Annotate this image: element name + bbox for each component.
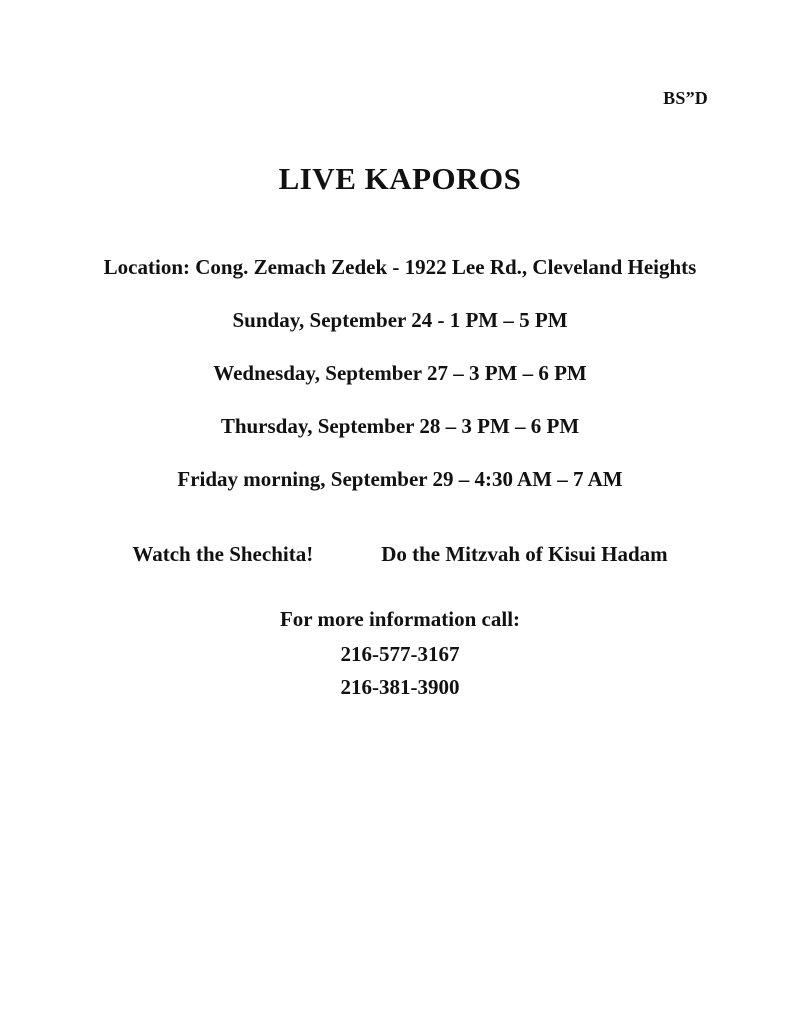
schedule-line-thursday: Thursday, September 28 – 3 PM – 6 PM [220,414,580,438]
schedule-list [0,308,800,492]
schedule-line-friday: Friday morning, September 29 – 4:30 AM – 7 AM [177,467,623,491]
phone-number-2: 216-381-3900 [340,675,460,699]
location-line: Location: Cong. Zemach Zedek - 1922 Lee Rd., Cleveland Heights [103,255,697,279]
watch-shechita-text: Watch the Shechita! [132,542,314,566]
phone-number-1: 216-577-3167 [340,642,460,666]
info-call-label: For more information call: [279,607,521,631]
watch-mitzvah-line [0,542,800,567]
schedule-line-wednesday: Wednesday, September 27 – 3 PM – 6 PM [213,361,587,385]
schedule-line-sunday: Sunday, September 24 - 1 PM – 5 PM [232,308,568,332]
mitzvah-text: Do the Mitzvah of Kisui Hadam [381,542,668,566]
contact-info-block [0,607,800,700]
page-title: LIVE KAPOROS [278,161,522,196]
header-bsd: BS”D [663,88,708,108]
